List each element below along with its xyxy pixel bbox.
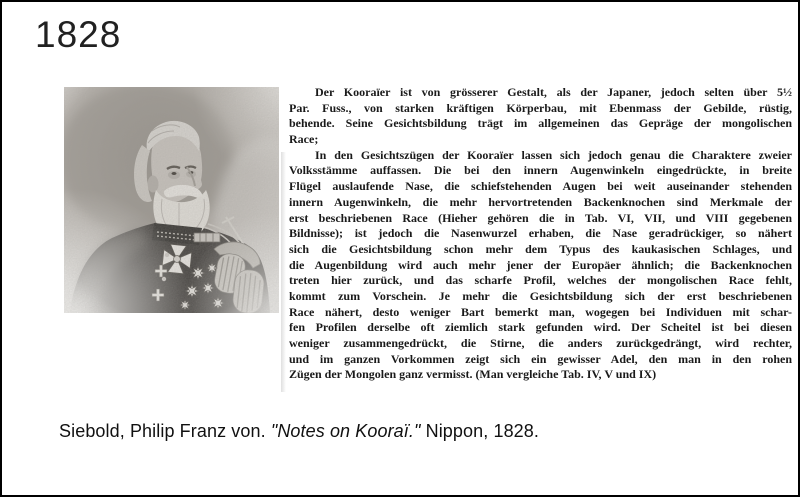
- citation-author: Siebold, Philip Franz von.: [59, 421, 266, 441]
- citation: [59, 421, 539, 442]
- citation-source: Nippon, 1828.: [425, 421, 539, 441]
- text-line: und im ganzen Vorkommen zeigt sich ein gewisser Adel, den man in den rohen: [289, 351, 792, 366]
- text-line: Zügen der Mongolen ganz vermisst. (Man vergleiche Tab. IV, V und IX): [289, 367, 657, 382]
- text-line: kommt zum Vorschein. Je mehr die Gesichtsbildung sich der erst beschriebenen: [289, 288, 792, 303]
- citation-title: "Notes on Kooraï.": [270, 421, 421, 441]
- text-line: In den Gesichtszügen der Kooraïer lassen sich jedoch genau die Charaktere zweier: [315, 147, 792, 162]
- text-line: erst beschriebenen Race (Hieher gehören die in Tab. VI, VII, und VIII gegebenen: [289, 210, 792, 225]
- siebold-portrait-engraving: [64, 87, 279, 313]
- text-line: Volksstämme auffassen. Die bei den innern Augenwinkeln eingedrückte, in breite: [289, 163, 792, 178]
- text-line: treten hier zurück, und das scharfe Profil, welches der mongolischen Race fehlt,: [289, 273, 792, 288]
- text-line: Der Kooraïer ist von grösserer Gestalt, als der Japaner, jedoch selten über 5½: [315, 85, 792, 99]
- scan-text-block: [289, 85, 792, 383]
- text-line: Bildnisse); ist jedoch die Nasenwurzel erhaben, die Nase geradrückiger, so nähert: [289, 226, 792, 241]
- text-line: Flügel auslaufende Nase, die schiefstehenden Augen bei weit auseinander stehenden: [289, 179, 792, 194]
- text-line: behende. Seine Gesichtsbildung trägt im allgemeinen das Gepräge der mongolischen: [289, 116, 792, 131]
- scan-page-edge-shadow: [281, 152, 286, 392]
- text-line: weniger zusammengedrückt, die Stirne, die anders zurückgedrängt, wird rechter,: [289, 336, 792, 350]
- text-line: Race;: [289, 132, 319, 147]
- text-line: Par. Fuss., von starken kräftigen Körperbau, mit Ebenmass der Gebilde, rüstig,: [289, 100, 792, 115]
- text-line: Race nähert, desto weniger Bart bemerkt man, wogegen bei Individuen mit schar-: [289, 304, 792, 319]
- year-heading: 1828: [35, 14, 122, 55]
- text-line: fen Profilen derselbe oft ziemlich stark gefunden wird. Der Scheitel ist bei diesen: [289, 320, 792, 335]
- siebold-portrait-figure: [64, 87, 279, 313]
- text-line: sich die Gesichtsbildung schon mehr dem Typus des kaukasischen Schlages, und: [289, 241, 792, 256]
- text-line: innern Augenwinkeln, die mehr hervortretenden Backenknochen sind Merkmale der: [289, 194, 792, 209]
- text-line: die Augenbildung wird auch mehr jener der Europäer ähnlich; die Backenknochen: [289, 257, 792, 272]
